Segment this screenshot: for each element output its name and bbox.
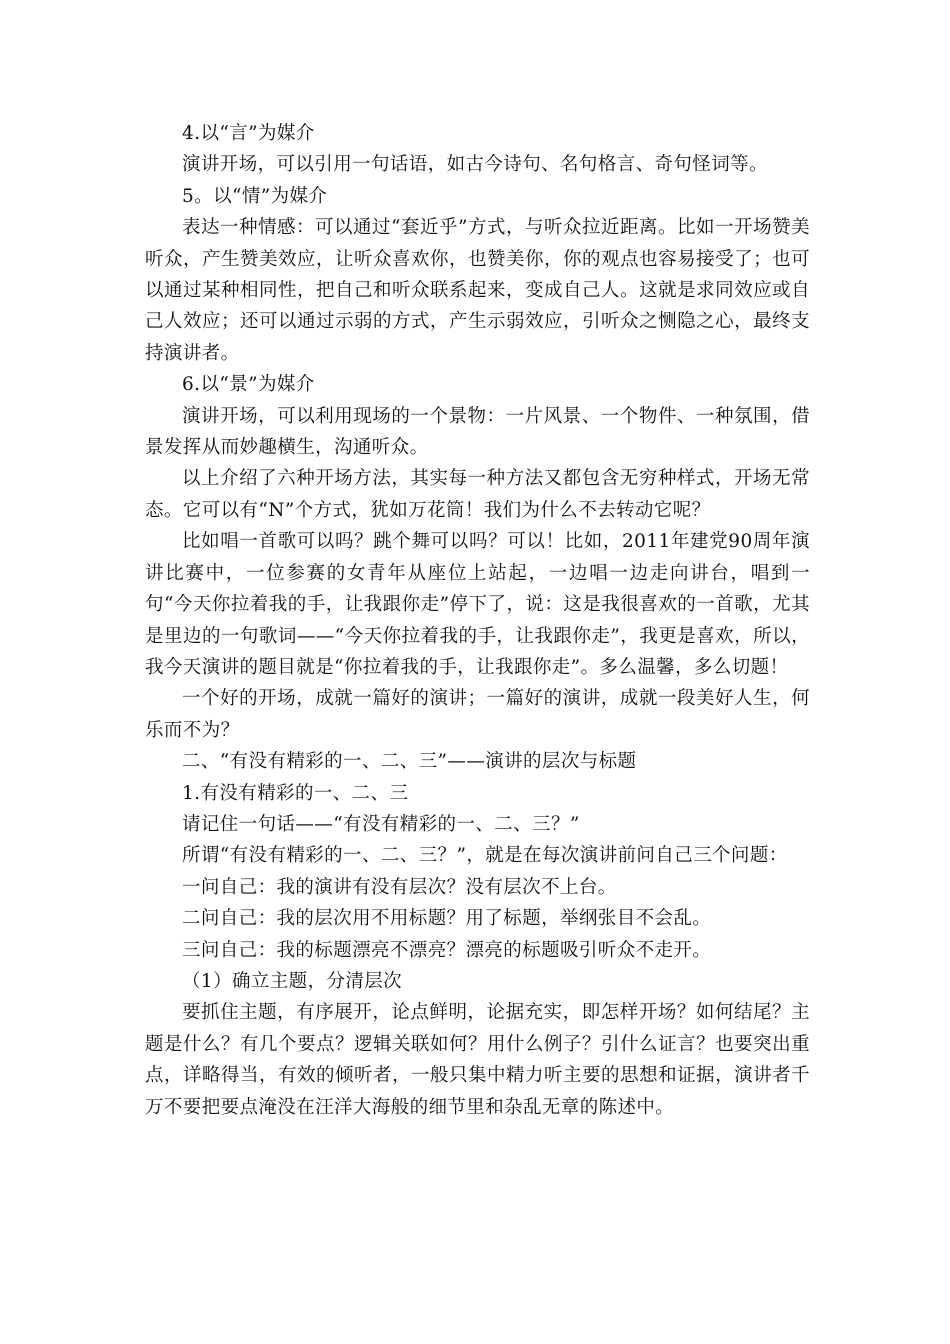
heading-4-yan: 4.以“言”为媒介 <box>182 123 315 144</box>
subheading-1-1: （1）确立主题，分清层次 <box>182 970 403 992</box>
question-line-1: 一问自己：我的演讲有没有层次？没有层次不上台。 <box>182 876 617 898</box>
paragraph: 一个好的开场，成就一篇好的演讲；一篇好的演讲，成就一段美好人生，何乐而不为？ <box>145 688 810 741</box>
question-line-2: 二问自己：我的层次用不用标题？用了标题，举纲张目不会乱。 <box>182 908 712 930</box>
heading-6-jing: 6.以“景”为媒介 <box>182 374 315 396</box>
paragraph: 演讲开场，可以利用现场的一个景物：一片风景、一个物件、一种氛围，借景发挥从而妙趣横生，沟通听众。 <box>145 405 810 459</box>
paragraph: 比如唱一首歌可以吗？跳个舞可以吗？可以！比如，2011年建党90周年演讲比赛中，一位参赛的女青年从座位上站起，一边唱一边走向讲台，唱到一句“今天你拉着我的手，让我跟你走”停下了，说：这是我很喜欢的一首歌，尤其是里边的一句歌词——“今天你拉着我的手，让我跟你走”，我更是喜欢，所以，我今天演讲的题目就是“你拉着我的手，让我跟你走”。多么温馨，多么切题！ <box>145 531 810 678</box>
paragraph: 所谓“有没有精彩的一、二、三？”，就是在每次演讲前问自己三个问题： <box>182 845 788 867</box>
document-body <box>145 118 810 1123</box>
subheading-1: 1.有没有精彩的一、二、三 <box>182 782 409 804</box>
heading-5-qing: 5。以“情”为媒介 <box>182 185 328 207</box>
question-line-3: 三问自己：我的标题漂亮不漂亮？漂亮的标题吸引听众不走开。 <box>182 939 712 961</box>
paragraph: 要抓住主题，有序展开，论点鲜明，论据充实，即怎样开场？如何结尾？主题是什么？有几个要点？逻辑关联如何？用什么例子？引什么证言？也要突出重点，详略得当，有效的倾听者，一般只集中精力听主要的思想和证据，演讲者千万不要把要点淹没在汪洋大海般的细节里和杂乱无章的陈述中。 <box>145 1002 810 1118</box>
section-heading-2: 二、“有没有精彩的一、二、三”——演讲的层次与标题 <box>182 751 637 773</box>
paragraph: 演讲开场，可以引用一句话语，如古今诗句、名句格言、奇句怪词等。 <box>182 154 768 176</box>
paragraph: 以上介绍了六种开场方法，其实每一种方法又都包含无穷种样式，开场无常态。它可以有“N”个方式，犹如万花筒！我们为什么不去转动它呢？ <box>145 468 810 521</box>
paragraph: 表达一种情感：可以通过“套近乎”方式，与听众拉近距离。比如一开场赞美听众，产生赞美效应，让听众喜欢你，也赞美你，你的观点也容易接受了；也可以通过某种相同性，把自己和听众联系起来，变成自己人。这就是求同效应或自己人效应；还可以通过示弱的方式，产生示弱效应，引听众之恻隐之心，最终支持演讲者。 <box>145 217 810 364</box>
paragraph: 请记住一句话——“有没有精彩的一、二、三？” <box>182 813 580 835</box>
